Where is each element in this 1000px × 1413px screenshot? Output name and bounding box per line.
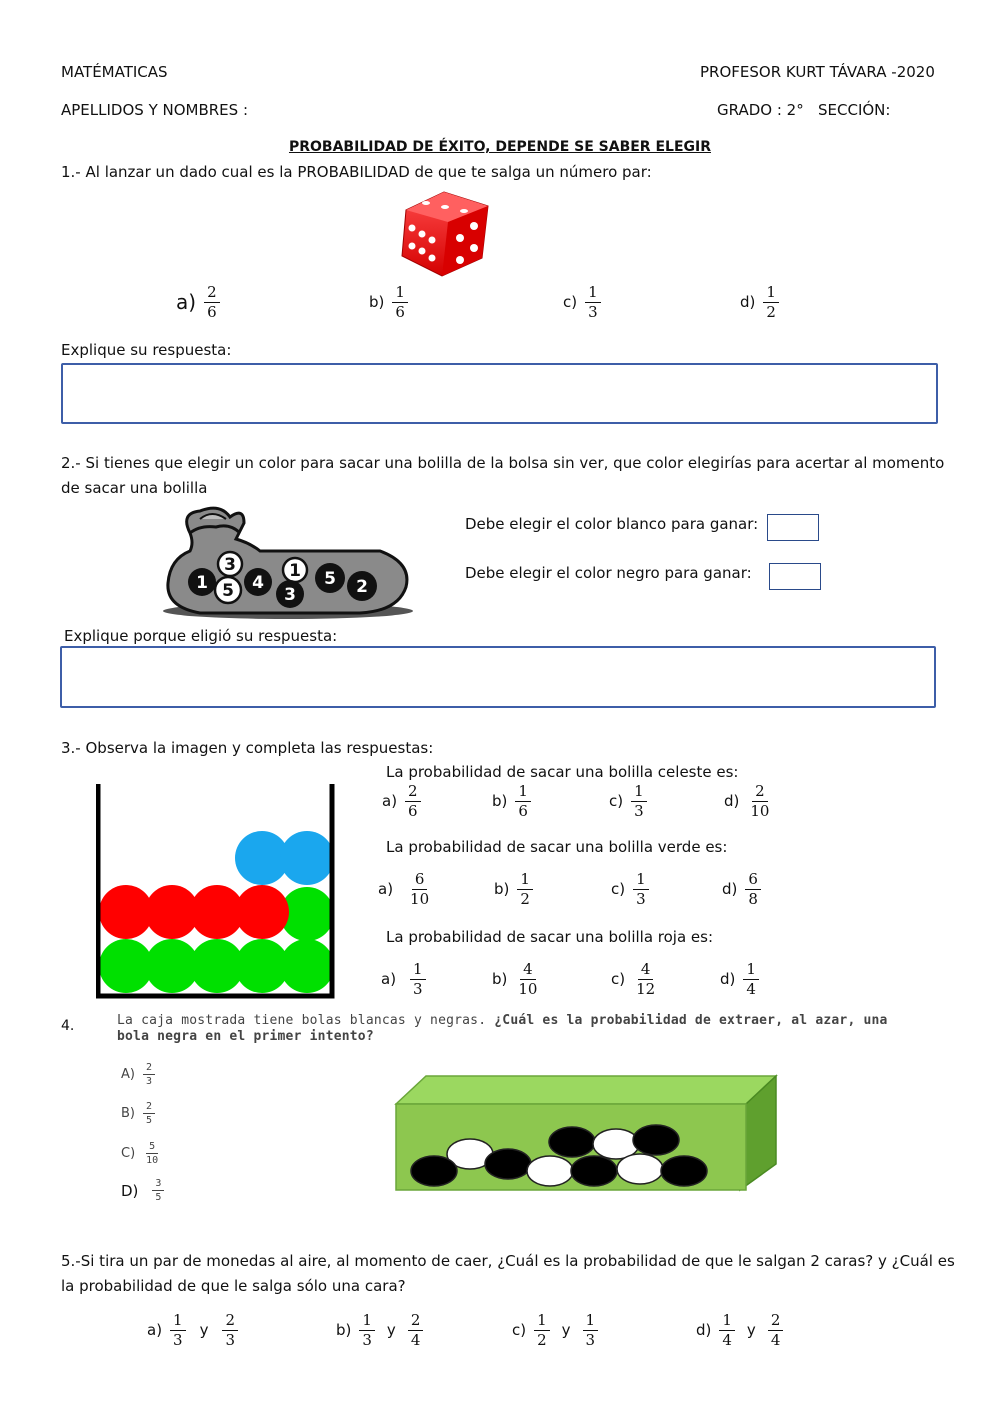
q5-option-c[interactable]: c) $\frac{1}{2}$ y $\frac{1}{3}$ xyxy=(512,1312,598,1348)
bag-ball-2-black: 2 xyxy=(356,577,368,597)
q3b-option-c[interactable]: c) $\frac{1}{3}$ xyxy=(611,871,649,907)
q2-question-line2: de sacar una bolilla xyxy=(61,479,208,497)
bag-ball-5-black: 5 xyxy=(324,569,336,589)
q3b-option-d[interactable]: d) $\frac{6}{8}$ xyxy=(722,871,761,907)
q3c-option-c[interactable]: c) $\frac{4}{12}$ xyxy=(611,960,656,998)
q3-prompt-celeste: La probabilidad de sacar una bolilla celeste es: xyxy=(386,763,739,781)
q4-number: 4. xyxy=(61,1018,75,1034)
bag-ball-4: 4 xyxy=(252,573,264,593)
q3a-option-b[interactable]: b) $\frac{1}{6}$ xyxy=(492,783,531,819)
teacher-label: PROFESOR KURT TÁVARA -2020 xyxy=(700,63,935,81)
celeste-ball xyxy=(280,831,334,885)
q4-option-c[interactable]: C) $\frac{5}{10}$ xyxy=(121,1141,159,1166)
box-image xyxy=(394,1074,778,1192)
q3c-option-b[interactable]: b) $\frac{4}{10}$ xyxy=(492,960,538,998)
grade-label: GRADO : 2° xyxy=(717,101,804,119)
q4-question-line1: La caja mostrada tiene bolas blancas y negras. ¿Cuál es la probabilidad de extraer, al azar, una xyxy=(117,1013,888,1028)
q3c-option-d[interactable]: d) $\frac{1}{4}$ xyxy=(720,961,759,997)
q2-white-checkbox[interactable] xyxy=(767,514,819,541)
q2-white-label: Debe elegir el color blanco para ganar: xyxy=(465,515,759,533)
q3a-option-a[interactable]: a) $\frac{2}{6}$ xyxy=(382,783,421,819)
section-label: SECCIÓN: xyxy=(818,101,891,119)
bag-ball-1: 1 xyxy=(289,561,301,581)
bag-ball-1-black: 1 xyxy=(196,573,208,593)
q2-question-line1: 2.- Si tienes que elegir un color para sacar una bolilla de la bolsa sin ver, que color elegirías para acertar al momento xyxy=(61,454,945,472)
q3b-option-a[interactable]: a) $\frac{6}{10}$ xyxy=(378,870,430,908)
q1-question: 1.- Al lanzar un dado cual es la PROBABILIDAD de que te salga un número par: xyxy=(61,163,652,181)
q4-option-a[interactable]: A) $\frac{2}{3}$ xyxy=(121,1062,155,1087)
names-label: APELLIDOS Y NOMBRES : xyxy=(61,101,249,119)
q3c-option-a[interactable]: a) $\frac{1}{3}$ xyxy=(381,961,426,997)
q4-question-line2: bola negra en el primer intento? xyxy=(117,1029,374,1044)
q4-option-b[interactable]: B) $\frac{2}{5}$ xyxy=(121,1101,155,1126)
q3-question: 3.- Observa la imagen y completa las respuestas: xyxy=(61,739,434,757)
q3a-option-d[interactable]: d) $\frac{2}{10}$ xyxy=(724,782,770,820)
green-ball xyxy=(99,939,153,993)
red-ball xyxy=(99,885,153,939)
q5-option-b[interactable]: b) $\frac{1}{3}$ y $\frac{2}{4}$ xyxy=(336,1312,423,1348)
q2-black-label: Debe elegir el color negro para ganar: xyxy=(465,564,752,582)
q2-explain-label: Explique porque eligió su respuesta: xyxy=(64,627,338,645)
bag-ball-3: 3 xyxy=(224,555,236,575)
subject-label: MATÉMATICAS xyxy=(61,63,168,81)
q1-option-a[interactable]: a) $\frac{2}{6}$ xyxy=(176,284,220,320)
q5-option-d[interactable]: d) $\frac{1}{4}$ y $\frac{2}{4}$ xyxy=(696,1312,783,1348)
q3-prompt-red: La probabilidad de sacar una bolilla roja es: xyxy=(386,928,714,946)
q1-answer-box[interactable] xyxy=(61,363,938,424)
q1-option-b[interactable]: b) $\frac{1}{6}$ xyxy=(369,284,408,320)
q1-explain-label: Explique su respuesta: xyxy=(61,341,232,359)
q5-question-line2: la probabilidad de que le salga sólo una cara? xyxy=(61,1277,406,1295)
jar-image xyxy=(96,784,336,1000)
green-ball xyxy=(280,939,334,993)
q3-prompt-green: La probabilidad de sacar una bolilla verde es: xyxy=(386,838,728,856)
q1-option-c[interactable]: c) $\frac{1}{3}$ xyxy=(563,284,601,320)
q5-question-line1: 5.-Si tira un par de monedas al aire, al momento de caer, ¿Cuál es la probabilidad de que le salgan 2 caras? y ¿Cuál es xyxy=(61,1252,955,1270)
bag-ball-3-black: 3 xyxy=(284,585,296,605)
q1-option-d[interactable]: d) $\frac{1}{2}$ xyxy=(740,284,779,320)
bag-balls xyxy=(180,550,380,610)
q4-option-d[interactable]: D) $\frac{3}{5}$ xyxy=(121,1178,164,1203)
red-ball xyxy=(235,885,289,939)
q3a-option-c[interactable]: c) $\frac{1}{3}$ xyxy=(609,783,647,819)
die-image xyxy=(396,188,494,278)
q2-answer-box[interactable] xyxy=(60,646,936,708)
q3b-option-b[interactable]: b) $\frac{1}{2}$ xyxy=(494,871,533,907)
bag-ball-5: 5 xyxy=(222,581,234,601)
page-title: PROBABILIDAD DE ÉXITO, DEPENDE SE SABER ELEGIR xyxy=(288,139,711,155)
q2-black-checkbox[interactable] xyxy=(769,563,821,590)
q5-option-a[interactable]: a) $\frac{1}{3}$ y $\frac{2}{3}$ xyxy=(147,1312,238,1348)
